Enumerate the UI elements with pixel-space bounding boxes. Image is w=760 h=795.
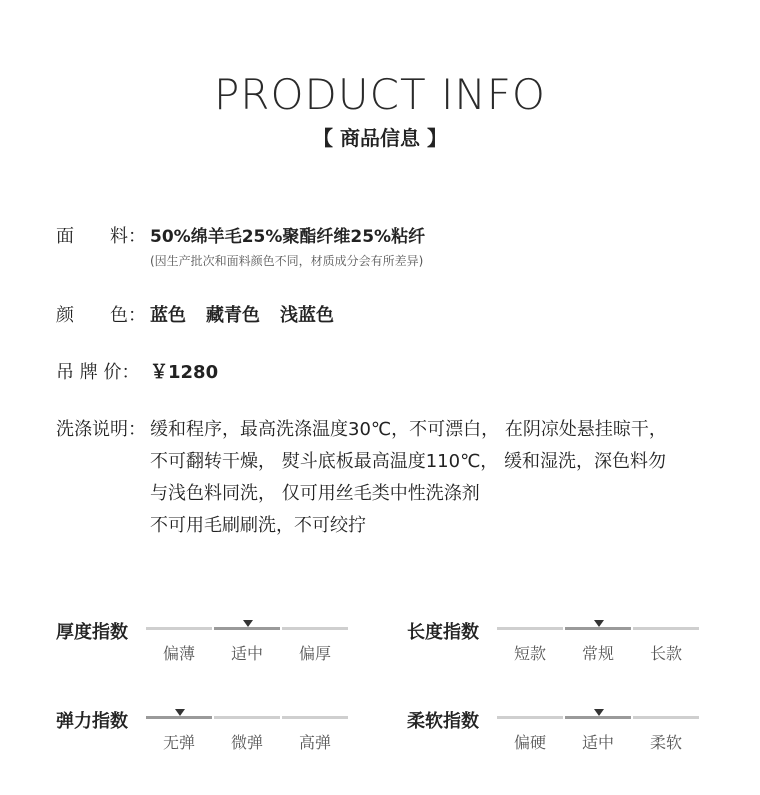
- wash-line: 不可翻转干燥， 熨斗底板最高温度110℃， 缓和湿洗，深色料勿: [150, 451, 667, 472]
- index-label: 长度指数: [407, 622, 479, 643]
- index-scale: [497, 716, 701, 756]
- color-values: [150, 305, 354, 327]
- page-header: [0, 70, 760, 152]
- index-option-label: 适中: [230, 644, 263, 663]
- selected-marker-icon: [594, 709, 604, 716]
- wash-line: 缓和程序，最高洗涤温度30℃，不可漂白， 在阴凉处悬挂晾干，: [150, 419, 667, 440]
- index-segment: [146, 627, 212, 630]
- index-segment: [565, 716, 631, 719]
- index-scale: [497, 627, 701, 667]
- index-option-label: 无弹: [162, 733, 195, 752]
- index-label: 厚度指数: [56, 622, 128, 643]
- index-segment: [565, 627, 631, 630]
- index-option-label: 偏薄: [162, 644, 195, 663]
- fabric-row: [56, 226, 736, 270]
- index-thickness: [56, 618, 356, 678]
- index-option-label: 柔软: [649, 733, 682, 752]
- index-option-label: 高弹: [298, 733, 331, 752]
- index-option-label: 偏硬: [513, 733, 546, 752]
- color-label: 颜 色：: [56, 305, 146, 326]
- wash-row: [56, 414, 736, 544]
- index-segment: [633, 716, 699, 719]
- color-row: [56, 305, 736, 329]
- index-option-label: 长款: [649, 644, 682, 663]
- index-segment: [497, 627, 563, 630]
- page-subtitle: 【 商品信息 】: [313, 126, 447, 150]
- wash-line: 与浅色料同洗， 仅可用丝毛类中性洗涤剂: [150, 483, 480, 504]
- index-segment: [282, 716, 348, 719]
- fabric-value: 50%绵羊毛25%聚酯纤维25%粘纤: [150, 227, 426, 247]
- color-item: 蓝色: [150, 305, 186, 326]
- index-elasticity: [56, 707, 356, 767]
- index-option-label: 适中: [581, 733, 614, 752]
- selected-marker-icon: [594, 620, 604, 627]
- selected-marker-icon: [243, 620, 253, 627]
- index-option-label: 短款: [513, 644, 546, 663]
- index-option-label: 微弹: [230, 733, 263, 752]
- index-option-label: 偏厚: [298, 644, 331, 663]
- index-scale: [146, 627, 350, 667]
- index-segment: [633, 627, 699, 630]
- index-segment: [282, 627, 348, 630]
- color-item: 藏青色: [206, 305, 260, 326]
- selected-marker-icon: [175, 709, 185, 716]
- color-item: 浅蓝色: [280, 305, 334, 326]
- index-length: [407, 618, 707, 678]
- index-label: 弹力指数: [56, 711, 128, 732]
- page-title: PRODUCT INFO: [213, 70, 546, 119]
- fabric-label: 面 料：: [56, 226, 146, 247]
- wash-label: 洗涤说明：: [56, 419, 146, 440]
- index-segment: [497, 716, 563, 719]
- index-softness: [407, 707, 707, 767]
- index-option-label: 常规: [581, 644, 614, 663]
- wash-instructions: [150, 414, 667, 542]
- index-scale: [146, 716, 350, 756]
- price-label: 吊 牌 价：: [56, 362, 140, 383]
- price-row: [56, 362, 736, 386]
- index-segment: [214, 627, 280, 630]
- wash-line: 不可用毛刷刷洗，不可绞拧: [150, 515, 366, 536]
- price-value: ￥1280: [150, 362, 219, 383]
- index-segment: [146, 716, 212, 719]
- index-segment: [214, 716, 280, 719]
- index-label: 柔软指数: [407, 711, 479, 732]
- fabric-note: (因生产批次和面料颜色不同，材质成分会有所差异): [150, 254, 424, 268]
